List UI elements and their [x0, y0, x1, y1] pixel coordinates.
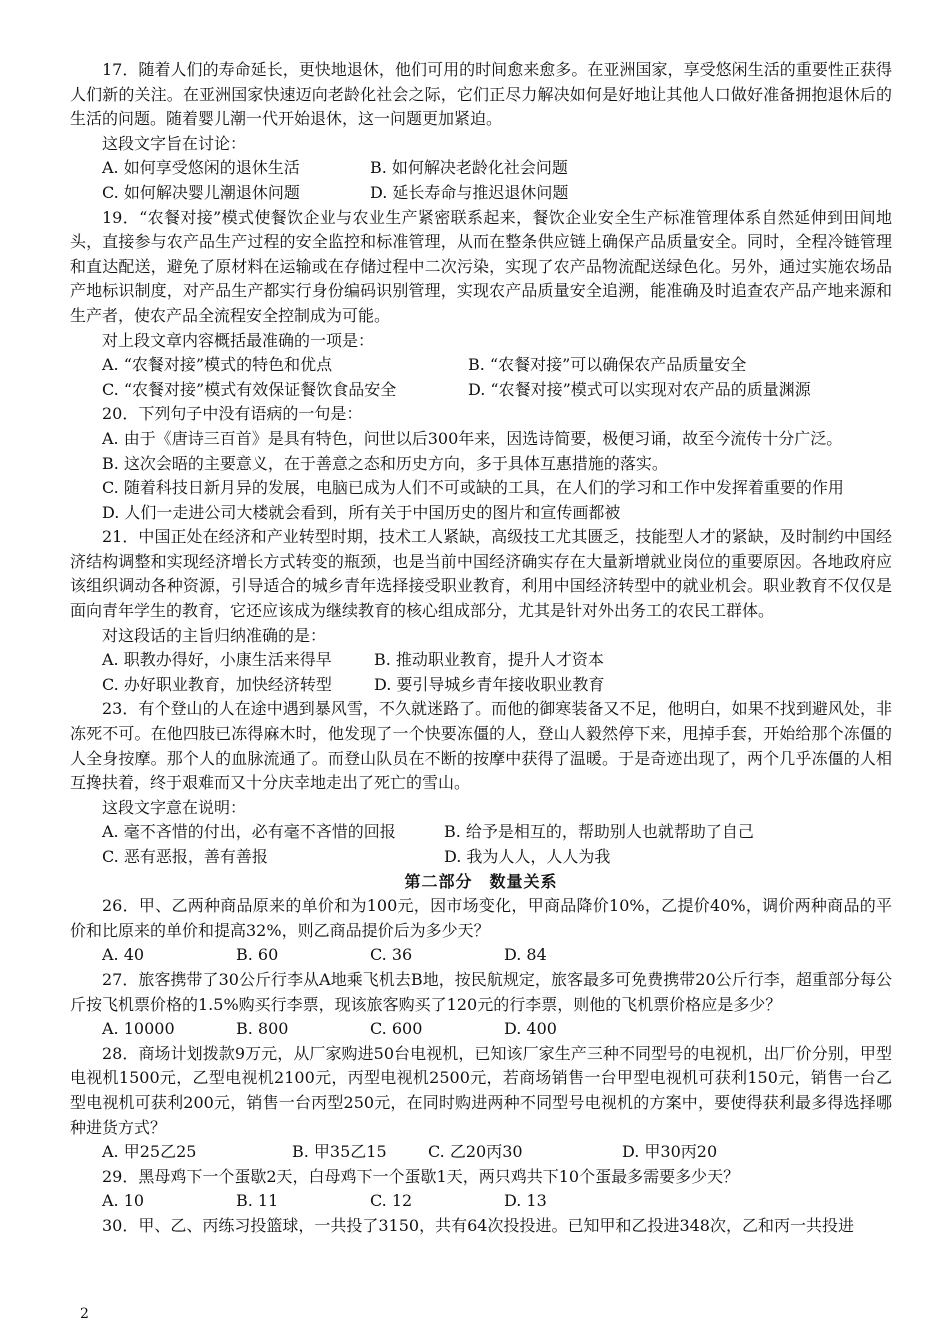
option-d: D. 要引导城乡青年接收职业教育: [374, 674, 605, 694]
option-c: C. “农餐对接”模式有效保证餐饮食品安全: [102, 379, 397, 399]
option-a: A. 40: [102, 945, 145, 965]
option-c: C. 随着科技日新月异的发展，电脑已成为人们不可或缺的工具，在人们的学习和工作中发挥着重要的作用: [102, 478, 844, 498]
question-28-options: [70, 1140, 892, 1165]
option-c: C. 恶有恶报，善有善报: [102, 847, 268, 866]
question-20-stem: 20．下列句子中没有语病的一句是：: [102, 404, 363, 424]
option-d: D. 延长寿命与推迟退休问题: [370, 182, 569, 202]
option-a: A. 职教办得好，小康生活来得早: [102, 650, 332, 670]
option-a: A. 毫不吝惜的付出，必有毫不吝惜的回报: [102, 822, 396, 842]
option-a: A. 10: [102, 1191, 145, 1211]
option-a: A. “农餐对接”模式的特色和优点: [102, 355, 333, 375]
question-19-options-row-1: [70, 353, 892, 378]
option-a: A. 由于《唐诗三百首》是具有特色，问世以后300年来，因选诗简要，极便习诵，故至今流传十分广泛。: [102, 428, 843, 448]
option-d: D. 84: [504, 945, 547, 965]
question-27-text: 27．旅客携带了30公斤行李从A地乘飞机去B地，按民航规定，旅客最多可免费携带20公斤行李，超重部分每公斤按飞机票价格的1.5%购买行李票，现该旅客购买了120元的行李票，则他的飞机票价格应是多少？: [70, 969, 892, 1014]
question-17-options-row-2: [70, 181, 892, 206]
option-d: D. 人们一走进公司大楼就会看到，所有关于中国历史的图片和宣传画都被: [102, 502, 621, 522]
question-19-options-row-2: [70, 378, 892, 403]
option-b: B. 这次会晤的主要意义，在于善意之态和历史方向，多于具体互惠措施的落实。: [102, 453, 668, 473]
question-23-options-row-1: [70, 820, 892, 845]
question-23-stem: 这段文字意在说明：: [102, 797, 247, 817]
option-c: C. 乙20丙30: [428, 1142, 523, 1162]
question-21-text: 21．中国正处在经济和产业转型时期，技术工人紧缺，高级技工尤其匮乏，技能型人才的紧缺，及时制约中国经济结构调整和实现经济增长方式转变的瓶颈，也是当前中国经济确实存在大量新增就业岗位的重要原因。各地政府应该组织调动各种资源，引导适合的城乡青年选择接受职业教育，利用中国经济转型中的就业机会。职业教育不仅仅是面向青年学生的教育，它还应该成为继续教育的核心组成部分，尤其是针对外出务工的农民工群体。: [70, 527, 892, 621]
question-17-options-row-1: [70, 156, 892, 181]
page-number: 2: [80, 1306, 89, 1322]
question-21-stem: 对这段话的主旨归纳准确的是：: [102, 625, 327, 645]
question-23-options-row-2: [70, 845, 892, 870]
question-28-text: 28．商场计划拨款9万元，从厂家购进50台电视机，已知该厂家生产三种不同型号的电视机，出厂价分别，甲型电视机1500元，乙型电视机2100元，丙型电视机2500元，若商场销售一台甲型电视机可获利150元，销售一台乙型电视机可获利200元，销售一台丙型250元，在同时购进两种不同型号电视机的方案中，要使得获利最多得选择哪种进货方式？: [70, 1043, 892, 1137]
option-b: B. 60: [236, 945, 279, 965]
option-a: A. 如何享受悠闲的退休生活: [102, 158, 300, 178]
option-c: C. 600: [370, 1019, 423, 1039]
question-21-options-row-2: [70, 673, 892, 698]
question-26-options: [70, 943, 892, 968]
option-d: D. “农餐对接”模式可以实现对农产品的质量渊源: [468, 379, 811, 399]
option-d: D. 400: [504, 1019, 557, 1039]
question-29-options: [70, 1189, 892, 1214]
option-a: A. 甲25乙25: [102, 1142, 197, 1162]
option-c: C. 如何解决婴儿潮退休问题: [102, 182, 300, 202]
page-content: [70, 58, 892, 1239]
question-30-text: 30．甲、乙、丙练习投篮球，一共投了3150，共有64次投投进。已知甲和乙投进348次，乙和丙一共投进: [102, 1215, 854, 1235]
option-b: B. 800: [236, 1019, 289, 1039]
option-b: B. 11: [236, 1191, 279, 1211]
option-d: D. 甲30丙20: [622, 1142, 718, 1162]
option-b: B. 如何解决老龄化社会问题: [370, 158, 568, 178]
section-title: 第二部分 数量关系: [404, 871, 558, 891]
option-d: D. 13: [504, 1191, 547, 1211]
question-27-options: [70, 1017, 892, 1042]
option-b: B. “农餐对接”可以确保农产品质量安全: [468, 355, 747, 375]
question-19-text: 19．“农餐对接”模式使餐饮企业与农业生产紧密联系起来，餐饮企业安全生产标准管理体系自然延伸到田间地头，直接参与农产品生产过程的安全监控和标准管理，从而在整条供应链上确保产品质量安全。同时，全程冷链管理和直达配送，避免了原材料在运输或在存储过程中二次污染，实现了农产品物流配送绿色化。另外，通过实施农场品产地标识制度，对产品生产都实行身份编码识别管理，实现农产品质量安全追溯，能准确及时追查农产品产地来源和生产者，使农产品全流程安全控制成为可能。: [70, 207, 892, 325]
option-c: C. 36: [370, 945, 413, 965]
question-23-text: 23．有个登山的人在途中遇到暴风雪，不久就迷路了。而他的御寒装备又不足，他明白，如果不找到避风处，非冻死不可。在他四肢已冻得麻木时，他发现了一个快要冻僵的人，登山人毅然停下来，甩掉手套，开始给那个冻僵的人全身按摩。那个人的血脉流通了。而登山队员在不断的按摩中获得了温暖。于是奇迹出现了，两个几乎冻僵的人相互搀扶着，终于艰难而又十分庆幸地走出了死亡的雪山。: [70, 699, 892, 793]
question-21-options-row-1: [70, 648, 892, 673]
option-d: D. 我为人人，人人为我: [444, 847, 611, 866]
option-b: B. 推动职业教育，提升人才资本: [374, 650, 604, 670]
option-c: C. 12: [370, 1191, 413, 1211]
question-17-text: 17．随着人们的寿命延长，更快地退休，他们可用的时间愈来愈多。在亚洲国家，享受悠闲生活的重要性正获得人们新的关注。在亚洲国家快速迈向老龄化社会之际，它们正尽力解决如何是好地让其他人口做好准备拥抱退休后的生活的问题。随着婴儿潮一代开始退休，这一问题更加紧迫。: [70, 60, 892, 129]
option-c: C. 办好职业教育，加快经济转型: [102, 674, 332, 694]
question-26-text: 26．甲、乙两种商品原来的单价和为100元，因市场变化，甲商品降价10%，乙提价40%，调价两种商品的平价和比原来的单价和提高32%，则乙商品提价后为多少天？: [70, 896, 892, 940]
option-b: B. 给予是相互的，帮助别人也就帮助了自己: [444, 822, 754, 842]
option-b: B. 甲35乙15: [292, 1142, 387, 1162]
option-a: A. 10000: [102, 1019, 175, 1039]
question-17-stem: 这段文字旨在讨论：: [102, 133, 247, 153]
question-29-text: 29．黑母鸡下一个蛋歇2天，白母鸡下一个蛋歇1天，两只鸡共下10个蛋最多需要多少天？: [102, 1166, 740, 1186]
question-19-stem: 对上段文章内容概括最准确的一项是：: [102, 330, 375, 350]
